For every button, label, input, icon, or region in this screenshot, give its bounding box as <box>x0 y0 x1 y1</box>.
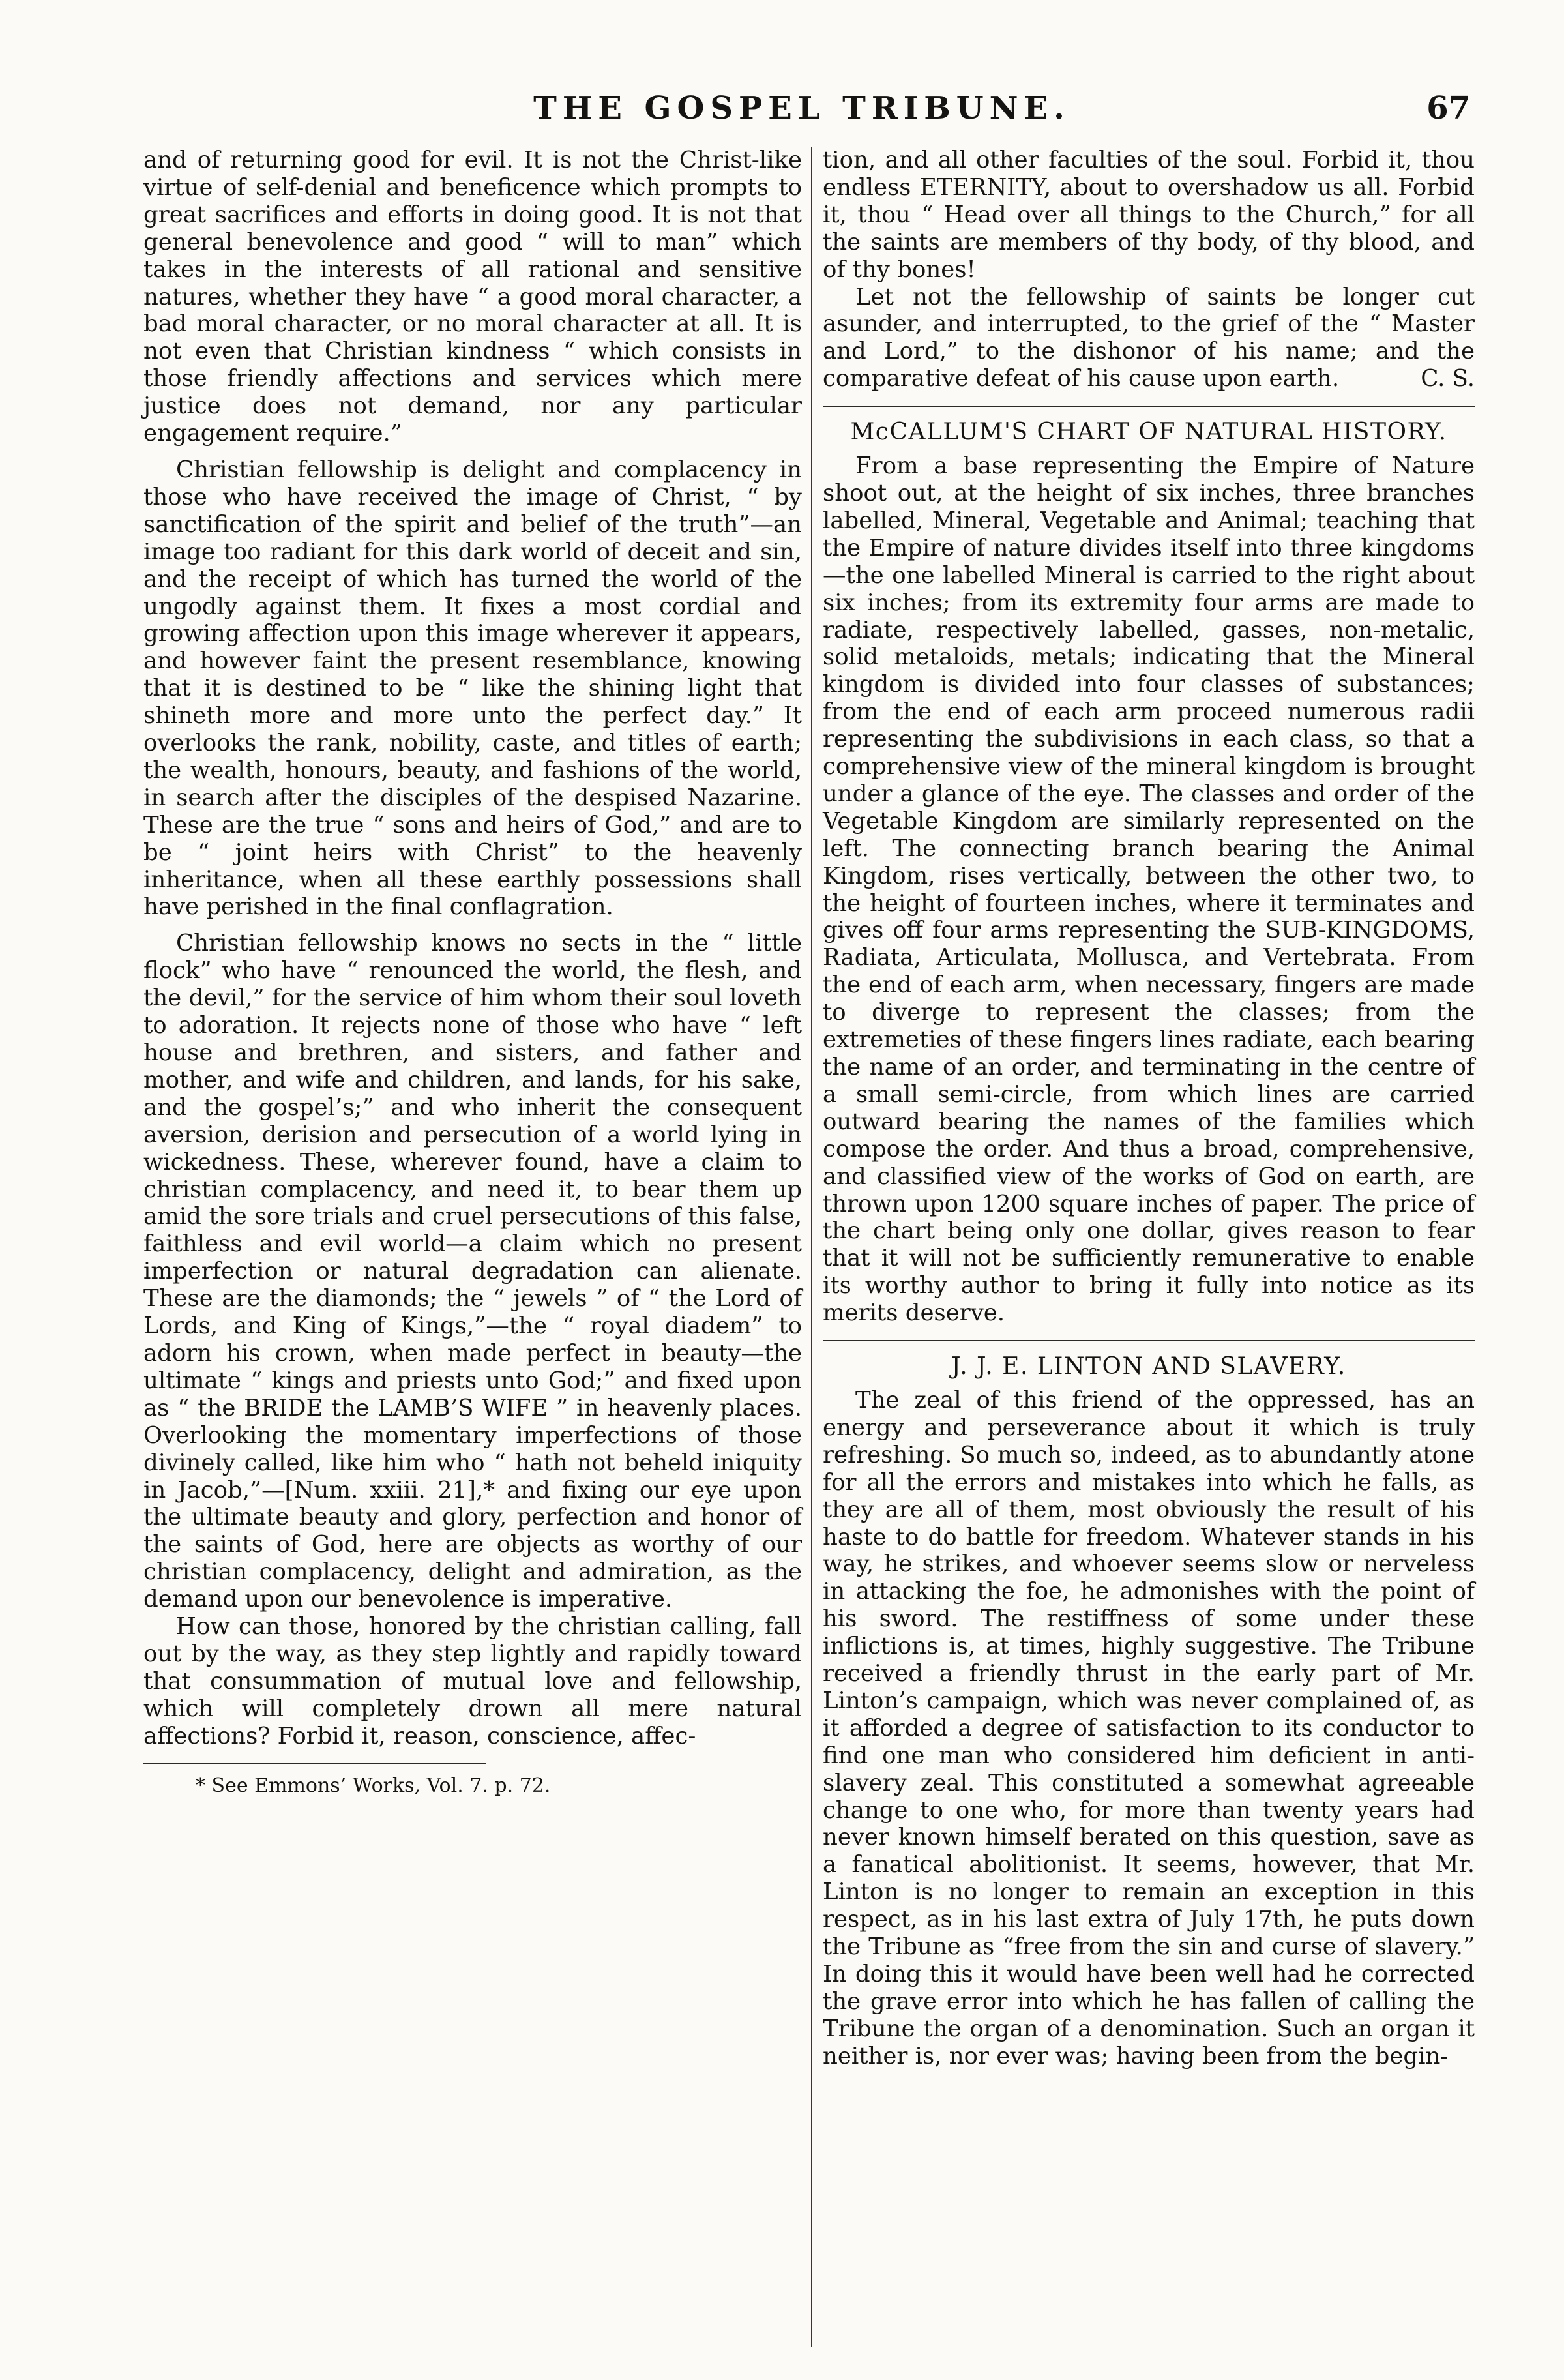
footnote: * See Emmons’ Works, Vol. 7. p. 72. <box>196 1774 551 1797</box>
column-divider <box>811 147 812 2347</box>
page-header <box>134 90 1470 129</box>
paragraph: Christian fellowship knows no sects in the “ little flock” who have “ renounced the world, the flesh, and the devil,” for the service of him whom their soul loveth to adoration. It rejects none of those who have “ left house and brethren, and sisters, and father and mother, and wife and children, and lands, for his sake, and the gospel’s;” and who inherit the consequent aversion, derision and persecution of a world lying in wickedness. These, wherever found, have a claim to christian complacency, and need it, to bear them up amid the sore trials and cruel persecutions of this false, faithless and evil world—a claim which no present imperfection or natural degradation can alienate. These are the diamonds; the “ jewels ” of “ the Lord of Lords, and King of Kings,”—the “ royal diadem” to adorn his crown, when made perfect in beauty—the ultimate “ kings and priests unto God;” and fixed upon as “ the BRIDE the LAMB’S WIFE ” in heavenly places. Overlooking the momentary imperfections of those divinely called, like him who “ hath not beheld iniquity in Jacob,”—[Num. xxiii. 21],* and fixing our eye upon the ultimate beauty and glory, perfection and honor of the saints of God, here are objects as worthy of our christian complacency, delight and admiration, as the demand upon our benevolence is imperative. <box>143 930 802 1613</box>
left-column <box>143 147 802 1798</box>
paragraph: From a base representing the Empire of Nature shoot out, at the height of six inches, three branches labelled, Mineral, Vegetable and Animal; teaching that the Empire of nature divides itself into three kingdoms—the one labelled Mineral is carried to the right about six inches; from its extremity four arms are made to radiate, respectively labelled, gasses, non-metalic, solid metaloids, metals; indicating that the Mineral kingdom is divided into four classes of substances; from the end of each arm proceed numerous radii representing the subdivisions in each class, so that a comprehensive view of the mineral kingdom is brought under a glance of the eye. The classes and order of the Vegetable Kingdom are similarly represented on the left. The connecting branch bearing the Animal Kingdom, rises vertically, between the other two, to the height of fourteen inches, where it terminates and gives off four arms representing the SUB-KINGDOMS, Radiata, Articulata, Mollusca, and Vertebrata. From the end of each arm, when necessary, fingers are made to diverge to represent the classes; from the extremeties of these fingers lines radiate, each bearing the name of an order, and terminating in the centre of a small semi-circle, from which lines are carried outward bearing the names of the families which compose the order. And thus a broad, comprehensive, and classified view of the works of God on earth, are thrown upon 1200 square inches of paper. The price of the chart being only one dollar, gives reason to fear that it will not be sufficiently remunerative to enable its worthy author to bring it fully into notice as its merits deserve. <box>823 453 1475 1327</box>
section-heading: J. J. E. LINTON AND SLAVERY. <box>951 1353 1346 1380</box>
paragraph: How can those, honored by the christian calling, fall out by the way, as they step lightly and rapidly toward that consummation of mutual love and fellowship, which will completely drown all mere natural affections? Forbid it, reason, conscience, affec- <box>143 1613 802 1749</box>
paragraph <box>823 284 1475 393</box>
footnote-rule <box>143 1763 486 1764</box>
right-column <box>823 147 1475 2070</box>
paragraph: and of returning good for evil. It is not the Christ-like virtue of self-denial and beneficence which prompts to great sacrifices and efforts in doing good. It is not that general benevolence and good “ will to man” which takes in the interests of all rational and sensitive natures, whether they have “ a good moral character, a bad moral character, or no moral character at all. It is not even that Christian kindness “ which consists in those friendly affections and services which mere justice does not demand, nor any particular engagement require.” <box>143 147 802 447</box>
paragraph-text: Let not the fellowship of saints be longer cut asunder, and interrupted, to the grief of the “ Master and Lord,” to the dishonor of his name; and the comparative defeat of his cause upon earth. <box>823 283 1475 393</box>
section-heading: McCALLUM'S CHART OF NATURAL HISTORY. <box>850 419 1447 446</box>
paragraph: Christian fellowship is delight and complacency in those who have received the image of Christ, “ by sanctification of the spirit and belief of the truth”—an image too radiant for this dark world of deceit and sin, and the receipt of which has turned the world of the ungodly against them. It fixes a most cordial and growing affection upon this image wherever it appears, and however faint the present resemblance, knowing that it is destined to be “ like the shining light that shineth more and more unto the perfect day.” It overlooks the rank, nobility, caste, and titles of earth; the wealth, honours, beauty, and fashions of the world, in search after the disciples of the despised Nazarine. These are the true “ sons and heirs of God,” and are to be “ joint heirs with Christ” to the heavenly inheritance, when all these earthly possessions shall have perished in the final conflagration. <box>143 456 802 921</box>
section-rule <box>823 1340 1475 1341</box>
section-rule <box>823 406 1475 407</box>
page-number: 67 <box>1426 90 1470 126</box>
paragraph: The zeal of this friend of the oppressed, has an energy and perseverance about it which is truly refreshing. So much so, indeed, as to abundantly atone for all the errors and mistakes into which he falls, as they are all of them, most obviously the result of his haste to do battle for freedom. Whatever stands in his way, he strikes, and whoever seems slow or nerveless in attacking the foe, he admonishes with the point of his sword. The restiffness of some under these inflictions is, at times, highly suggestive. The Tribune received a friendly thrust in the early part of Mr. Linton’s campaign, which was never complained of, as it afforded a degree of satisfaction to its conductor to find one man who considered him deficient in anti-slavery zeal. This constituted a somewhat agreeable change to one who, for more than twenty years had never known himself berated on this question, save as a fanatical abolitionist. It seems, however, that Mr. Linton is no longer to remain an exception in this respect, as in his last extra of July 17th, he puts down the Tribune as “free from the sin and curse of slavery.” In doing this it would have been well had he corrected the grave error into which he has fallen of calling the Tribune the organ of a denomination. Such an organ it neither is, nor ever was; having been from the begin- <box>823 1386 1475 2070</box>
signature: C. S. <box>1421 365 1475 393</box>
running-title: THE GOSPEL TRIBUNE. <box>533 90 1070 126</box>
paragraph: tion, and all other faculties of the soul. Forbid it, thou endless ETERNITY, about to overshadow us all. Forbid it, thou “ Head over all things to the Church,” for all the saints are members of thy body, of thy blood, and of thy bones! <box>823 147 1475 283</box>
